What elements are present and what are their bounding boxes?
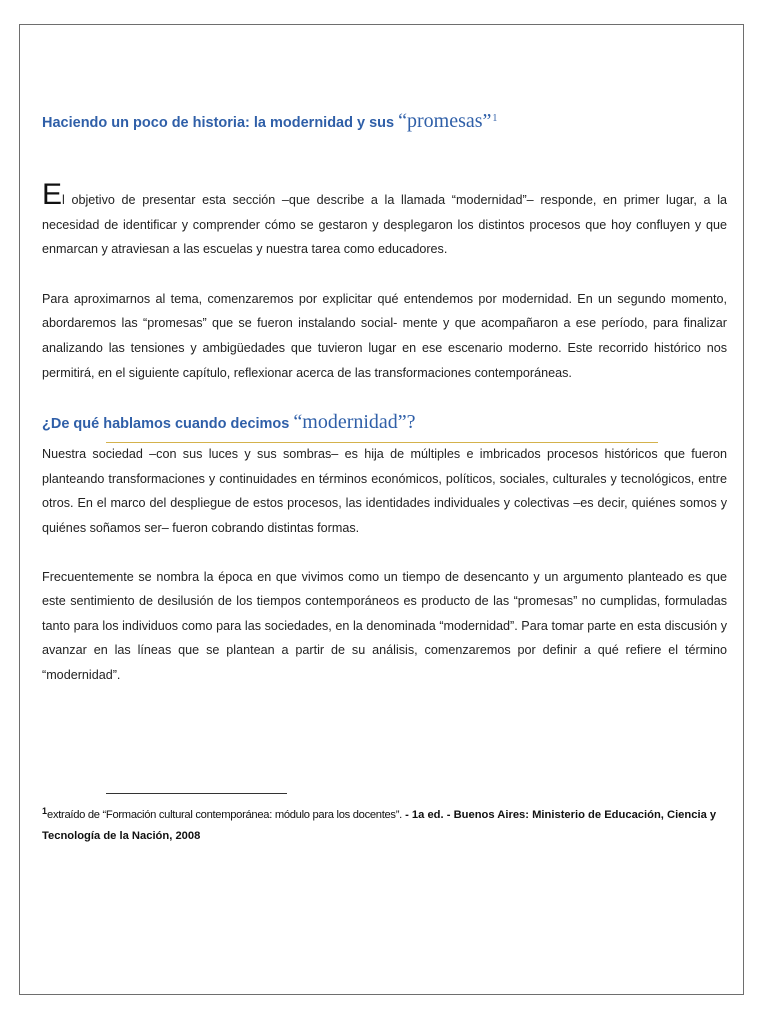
paragraph-objective — [42, 178, 727, 262]
section-heading-history — [42, 107, 727, 133]
document-body — [42, 107, 727, 688]
section-heading-history-serif: “promesas” — [398, 110, 492, 132]
footnote-intro: extraído de “Formación cultural contemporánea: módulo para los docentes”. — [47, 809, 402, 821]
paragraph-society: Nuestra sociedad –con sus luces y sus sombras– es hija de múltiples e imbricados procesos históricos que fueron planteando transformaciones y continuidades en términos económicos, políticos, sociales, culturales y tecnológicos, entre otros. En el marco del despliegue de estos procesos, las identidades individuales y colectivas –es decir, quiénes somos y quiénes soñamos ser– fueron cobrando distintas formas. — [42, 447, 727, 535]
paragraph-disenchantment: Frecuentemente se nombra la época en que vivimos como un tiempo de desencanto y un argumento planteado es que este sentimiento de desilusión de los tiempos contemporáneos es producto de las “promesas” no cumplidas, formuladas tanto para los individuos como para las sociedades, en la denominada “modernidad”. Para tomar parte en esta discusión y avanzar en las líneas que se plantean a partir de su análisis, comenzaremos por definir a qué refiere el término “modernidad”. — [42, 569, 727, 682]
heading-underline — [106, 442, 658, 443]
section-heading-modernity-sans: ¿De qué hablamos cuando decimos — [42, 416, 294, 433]
paragraph-approach: Para aproximarnos al tema, comenzaremos por explicitar qué entendemos por modernidad. En un segundo momento, abordaremos las “promesas” que se fueron instalando social- mente y que acompañaron a ese período, para finalizar analizando las tensiones y ambigüedades que tuvieron lugar en ese escenario moderno. Este recorrido histórico nos permitirá, en el siguiente capítulo, reflexionar acerca de las transformaciones contemporáneas. — [42, 291, 727, 380]
footnote-separator — [106, 793, 287, 794]
footnote — [42, 801, 722, 847]
section-heading-modernity-serif: “modernidad”? — [293, 411, 416, 434]
drop-cap: E — [42, 178, 63, 211]
section-heading-modernity — [42, 410, 727, 440]
document-page — [19, 24, 744, 995]
paragraph-objective-text: l objetivo de presentar esta sección –que describe a la llamada “modernidad”– responde, en primer lugar, a la necesidad de identificar y comprender cómo se gestaron y desplegaron los distintos procesos que hoy confluyen y que enmarcan y atraviesan a las escuelas y nuestra tarea como educadores. — [42, 193, 727, 257]
section-heading-history-sans: Haciendo un poco de historia: la modernidad y sus — [42, 115, 399, 131]
footnote-number: 1 — [42, 806, 48, 816]
footnote-reference: 1 — [492, 113, 498, 124]
footnote-source: - 1a ed. - Buenos Aires: Ministerio de Educación, Ciencia y Tecnología de la Nación, 2008 — [42, 809, 717, 842]
